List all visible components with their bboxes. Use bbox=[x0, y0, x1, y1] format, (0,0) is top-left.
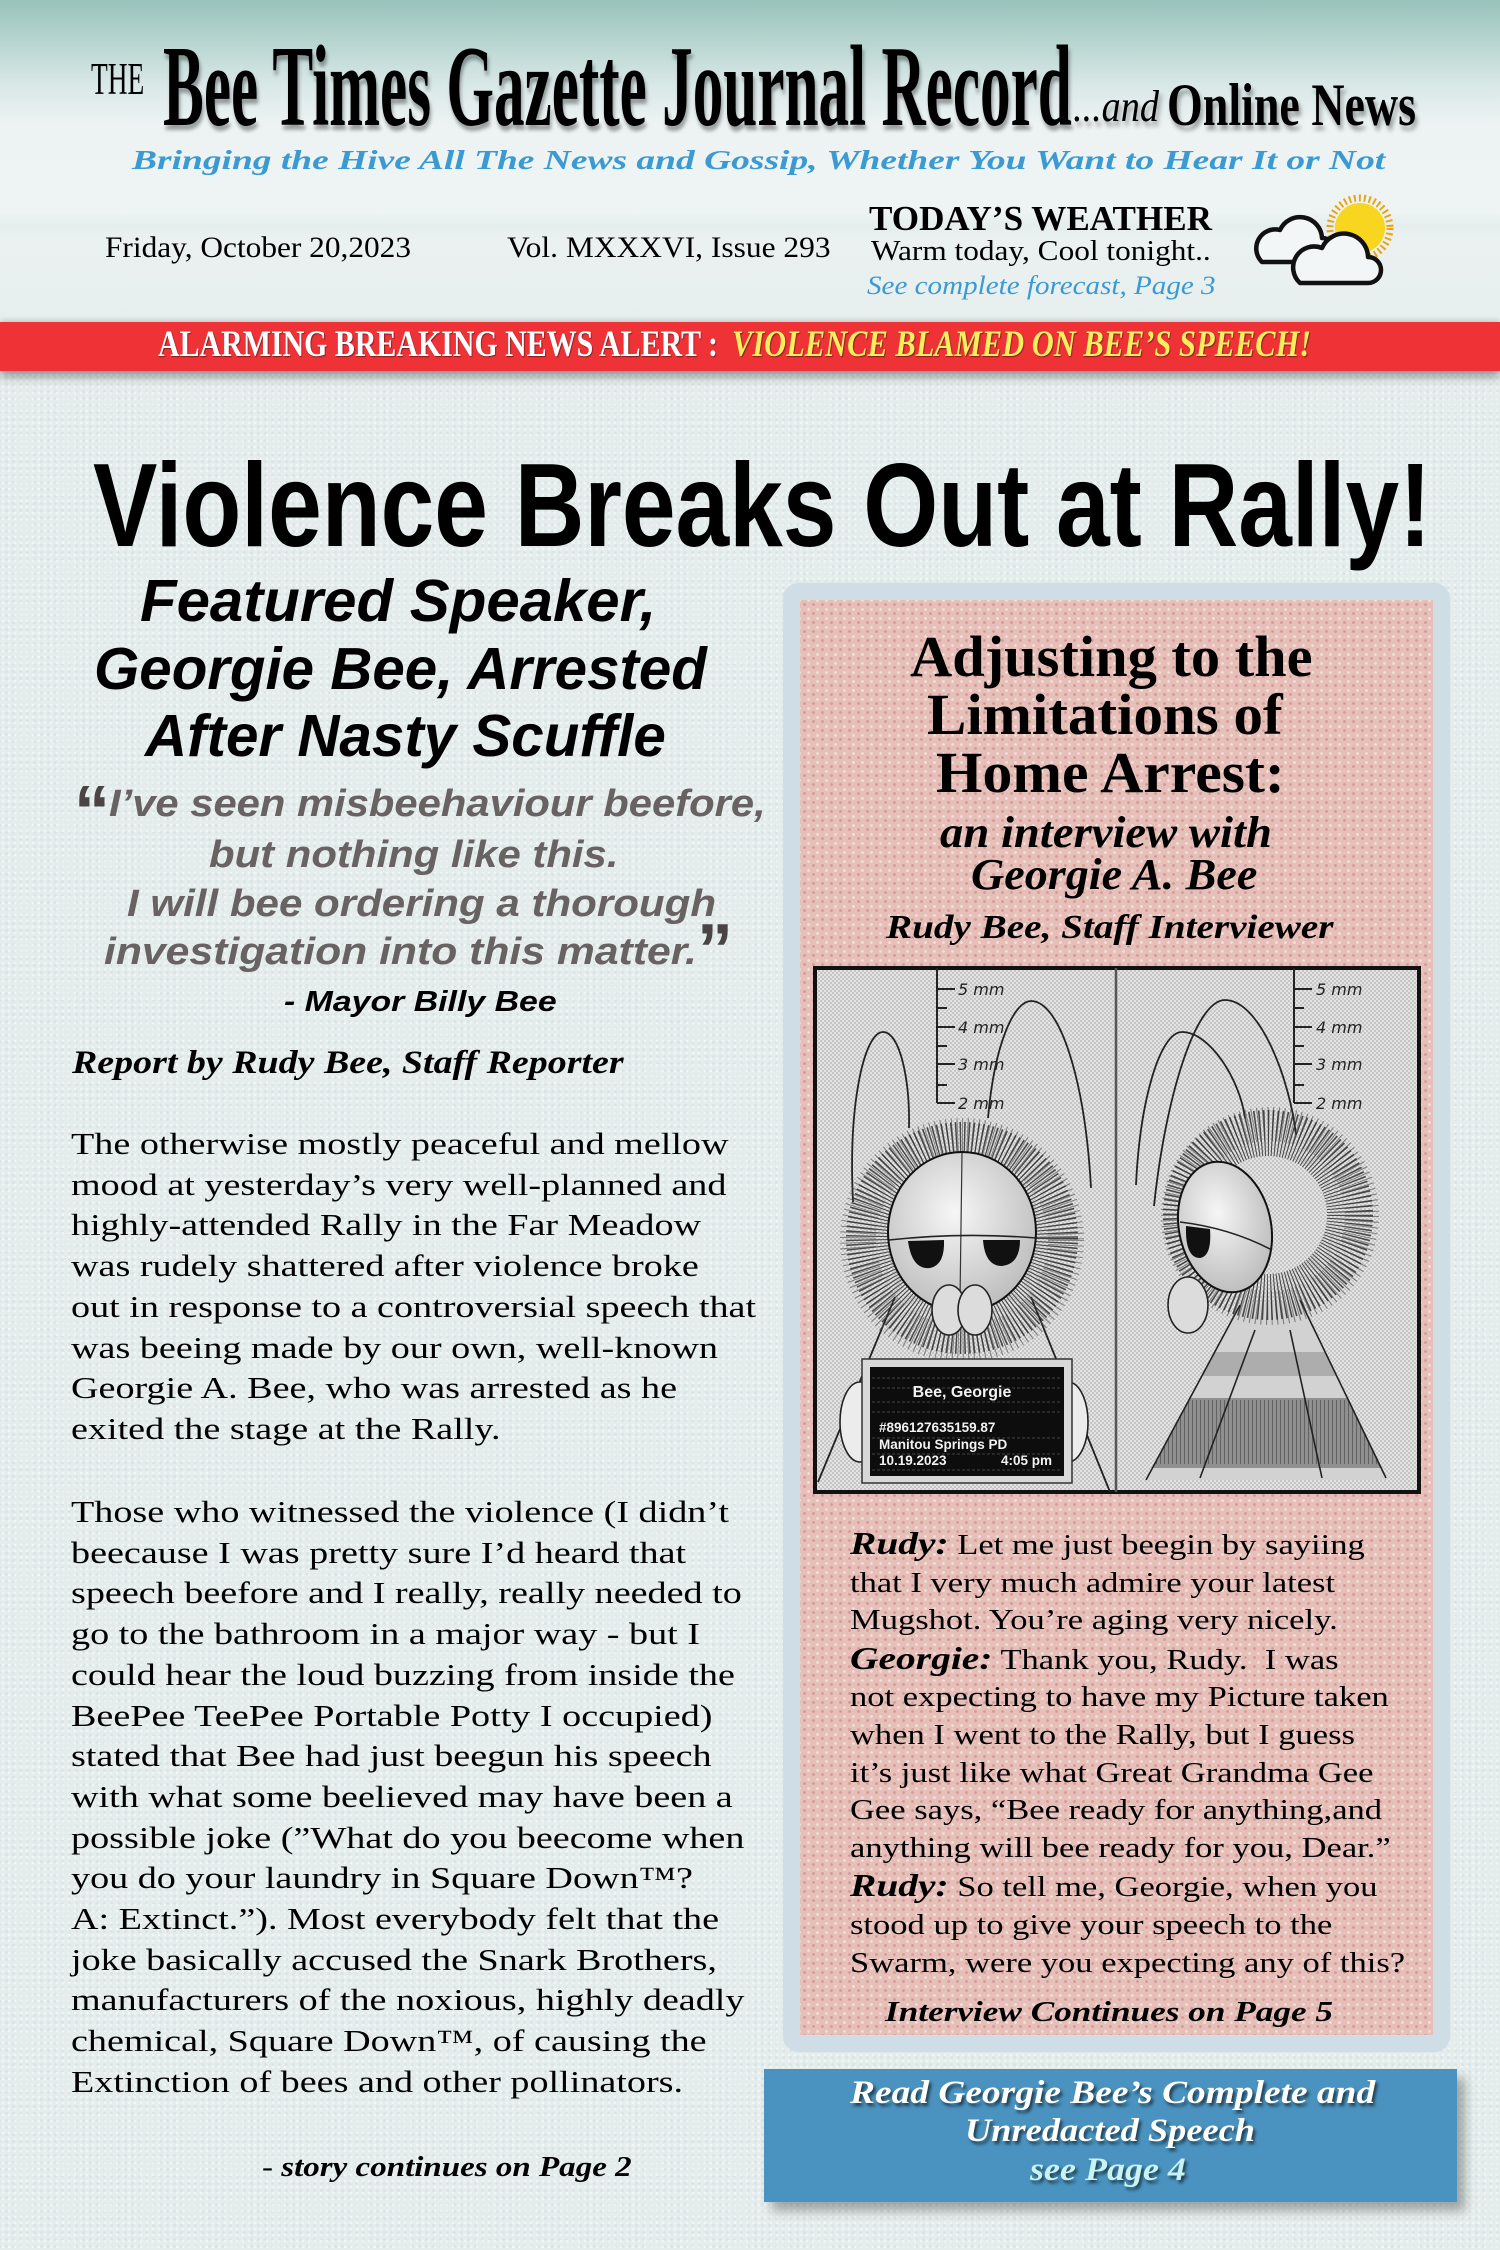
article-text-line: stated that Bee had just beegun his speech bbox=[71, 1738, 712, 1774]
article-text-line: Georgie A. Bee, who was arrested as he bbox=[71, 1370, 678, 1406]
article-text-line: Those who witnessed the violence (I didn’t bbox=[71, 1494, 729, 1529]
promo-line: Read Georgie Bee’s Complete and bbox=[850, 2075, 1376, 2111]
article-text-line: A: Extinct.”). Most everybody felt that the bbox=[71, 1901, 720, 1937]
speaker-label: Rudy: bbox=[850, 1867, 949, 1904]
masthead-title: Bee Times Gazette Journal Record bbox=[163, 23, 1072, 150]
article-text-line: manufacturers of the noxious, highly deadly bbox=[71, 1982, 745, 2018]
article-text-line: beecause I was pretty sure I’d heard that bbox=[71, 1534, 687, 1570]
speaker-label: Rudy: bbox=[850, 1525, 949, 1561]
ruler-label: 3 mm bbox=[1316, 1055, 1363, 1074]
article-text-line: BeePee TeePee Portable Potty I occupied) bbox=[71, 1697, 713, 1733]
dialogue-line bbox=[850, 1640, 1405, 1680]
quote-line: I’ve seen misbeehaviour beefore, bbox=[109, 783, 766, 825]
dialogue-line: when I went to the Rally, but I guess bbox=[850, 1719, 1355, 1751]
dialogue-line bbox=[850, 1525, 1405, 1565]
masthead-suffix: Online News bbox=[1167, 72, 1417, 138]
interview-subtitle-line: Georgie A. Bee bbox=[971, 850, 1258, 899]
article-byline: Report by Rudy Bee, Staff Reporter bbox=[72, 1045, 624, 1081]
article-text-line: with what some beelieved may have been a bbox=[71, 1778, 733, 1814]
article-text-line: speech beefore and I really, really needed to bbox=[71, 1575, 742, 1611]
article-paragraph bbox=[71, 1124, 756, 1450]
dialogue-line: it’s just like what Great Grandma Gee bbox=[850, 1757, 1374, 1789]
article-text-line: possible joke (”What do you beecome when bbox=[71, 1819, 745, 1855]
close-quote-mark: ” bbox=[697, 910, 733, 990]
article-text-line: exited the stage at the Rally. bbox=[71, 1410, 501, 1446]
dialogue-line: Gee says, “Bee ready for anything,and bbox=[850, 1795, 1383, 1827]
interview-byline: Rudy Bee, Staff Interviewer bbox=[886, 909, 1334, 946]
alert-label: ALARMING BREAKING NEWS ALERT : bbox=[158, 324, 718, 365]
article-text-line: could hear the loud buzzing from inside the bbox=[71, 1656, 735, 1692]
speaker-label: Georgie: bbox=[850, 1639, 993, 1676]
weather-heading: TODAY’S WEATHER bbox=[869, 199, 1213, 238]
ruler-label: 5 mm bbox=[958, 980, 1005, 999]
partly-cloudy-icon bbox=[1250, 190, 1400, 290]
ruler-label: 2 mm bbox=[1316, 1094, 1363, 1113]
masthead-and: ...and bbox=[1073, 82, 1159, 131]
placard-department: Manitou Springs PD bbox=[879, 1437, 1008, 1452]
mugshot-placard bbox=[862, 1359, 1072, 1483]
subheadline-line: After Nasty Scuffle bbox=[145, 703, 666, 769]
quote-line: I will bee ordering a thorough bbox=[127, 883, 717, 925]
article-text-line: highly-attended Rally in the Far Meadow bbox=[71, 1207, 702, 1243]
placard-date: 10.19.2023 bbox=[879, 1453, 947, 1468]
masthead-tagline: Bringing the Hive All The News and Gossip, Whether You Want to Hear It or Not bbox=[132, 145, 1386, 175]
continued-text: story continues on Page 2 bbox=[281, 2151, 632, 2183]
ruler-label: 5 mm bbox=[1316, 980, 1363, 999]
quote-line: but nothing like this. bbox=[209, 834, 619, 876]
issue-date: Friday, October 20,2023 bbox=[105, 231, 411, 264]
article-text-line: go to the bathroom in a major way - but I bbox=[71, 1616, 701, 1652]
dialogue-line bbox=[850, 1867, 1405, 1907]
article-text-line: you do your laundry in Square Down™? bbox=[71, 1860, 693, 1896]
continued-prefix: - bbox=[262, 2151, 282, 2183]
story-continued-link[interactable] bbox=[262, 2153, 632, 2182]
dialogue-line: not expecting to have my Picture taken bbox=[850, 1682, 1389, 1714]
article-text-line: was rudely shattered after violence broke bbox=[71, 1248, 699, 1284]
interview-title-line: Home Arrest: bbox=[936, 740, 1285, 805]
ruler-label: 4 mm bbox=[1316, 1018, 1363, 1037]
interview-subtitle-line: an interview with bbox=[940, 808, 1272, 857]
quote-attribution: - Mayor Billy Bee bbox=[284, 986, 557, 1018]
article-text-line: The otherwise mostly peaceful and mellow bbox=[71, 1126, 729, 1161]
article-text-line: was beeing made by our own, well-known bbox=[71, 1329, 719, 1365]
article-text-line: Extinction of bees and other pollinators. bbox=[71, 2063, 684, 2099]
ruler-label: 3 mm bbox=[958, 1055, 1005, 1074]
ruler-label: 2 mm bbox=[958, 1094, 1005, 1113]
subheadline-line: Featured Speaker, bbox=[140, 568, 657, 634]
dialogue-line: Mugshot. You’re aging very nicely. bbox=[850, 1605, 1338, 1637]
open-quote-mark: “ bbox=[74, 772, 110, 852]
placard-name: Bee, Georgie bbox=[912, 1384, 1012, 1401]
article-paragraph bbox=[71, 1492, 744, 2103]
dialogue-line: stood up to give your speech to the bbox=[850, 1909, 1333, 1941]
weather-summary: Warm today, Cool tonight.. bbox=[871, 235, 1211, 267]
promo-page-link[interactable]: see Page 4 bbox=[1030, 2152, 1186, 2188]
interview-title-line: Limitations of bbox=[927, 682, 1283, 747]
dialogue-text: Thank you, Rudy. I was bbox=[992, 1644, 1339, 1676]
mugshot-illustration bbox=[813, 966, 1421, 1494]
article-text-line: mood at yesterday’s very well-planned and bbox=[71, 1166, 727, 1202]
promo-line: Unredacted Speech bbox=[965, 2113, 1256, 2149]
dialogue-line: anything will bee ready for you, Dear.” bbox=[850, 1832, 1391, 1864]
article-text-line: out in response to a controversial speech that bbox=[71, 1288, 757, 1324]
ruler-label: 4 mm bbox=[958, 1018, 1005, 1037]
dialogue-text: Let me just beegin by sayiing bbox=[948, 1530, 1365, 1561]
masthead-prefix: THE bbox=[91, 54, 145, 104]
dialogue-line: that I very much admire your latest bbox=[850, 1567, 1336, 1599]
article-text-line: joke basically accused the Snark Brothers, bbox=[71, 1941, 717, 1977]
placard-time: 4:05 pm bbox=[1001, 1453, 1053, 1468]
dialogue-text: So tell me, Georgie, when you bbox=[948, 1872, 1378, 1904]
alert-headline: VIOLENCE BLAMED ON BEE’S SPEECH! bbox=[732, 324, 1312, 365]
issue-volume: Vol. MXXXVI, Issue 293 bbox=[507, 231, 831, 264]
main-headline: Violence Breaks Out at Rally! bbox=[93, 439, 1432, 572]
article-text-line: chemical, Square Down™, of causing the bbox=[71, 2023, 707, 2059]
forecast-link[interactable]: See complete forecast, Page 3 bbox=[867, 271, 1216, 300]
interview-title-line: Adjusting to the bbox=[910, 624, 1313, 689]
interview-dialogue bbox=[850, 1525, 1405, 1982]
quote-line: investigation into this matter. bbox=[104, 931, 697, 973]
placard-number: #896127635159.87 bbox=[879, 1420, 996, 1435]
subheadline-line: Georgie Bee, Arrested bbox=[94, 636, 707, 702]
dialogue-line: Swarm, were you expecting any of this? bbox=[850, 1947, 1406, 1979]
interview-continued-link[interactable]: Interview Continues on Page 5 bbox=[885, 1996, 1333, 2028]
